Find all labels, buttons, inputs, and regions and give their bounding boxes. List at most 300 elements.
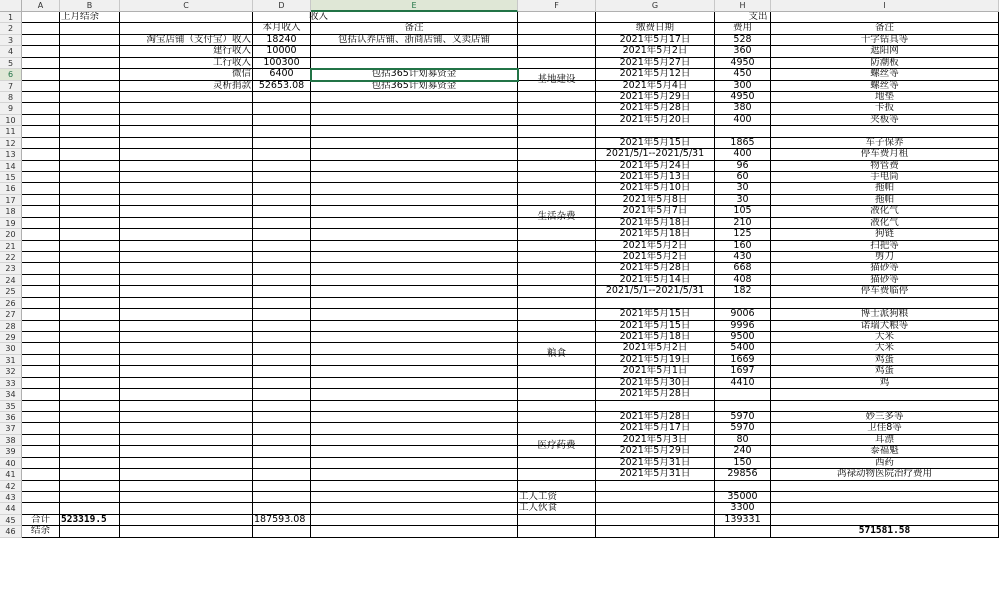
cell-b34[interactable] [60,389,120,400]
column-header-g[interactable]: G [596,0,715,12]
cell-a6[interactable] [22,69,60,80]
expense-date-20[interactable]: 2021年5月18日 [596,229,715,240]
cell-a33[interactable] [22,378,60,389]
cell-b33[interactable] [60,378,120,389]
cell-a31[interactable] [22,355,60,366]
row-header-1[interactable]: 1 [0,12,22,23]
expense-cost-31[interactable]: 1669 [715,355,771,366]
expense-date-10[interactable]: 2021年5月20日 [596,115,715,126]
expense-cost-25[interactable]: 182 [715,286,771,297]
expense-cost-15[interactable]: 60 [715,172,771,183]
row-header-7[interactable]: 7 [0,81,22,92]
row-header-41[interactable]: 41 [0,469,22,480]
expense-date-23[interactable]: 2021年5月28日 [596,263,715,274]
cell-e14[interactable] [311,161,518,172]
expense-note-9[interactable]: 卡扳 [771,103,999,114]
expense-note-18[interactable]: 液化气 [771,206,999,217]
cell-e39[interactable] [311,446,518,457]
header-payment-date[interactable]: 缴费日期 [596,23,715,34]
column-header-e[interactable]: E [311,0,518,12]
expense-cost-14[interactable]: 96 [715,161,771,172]
cell-f11[interactable] [518,126,596,137]
cell-h46[interactable] [715,526,771,537]
expense-date-17[interactable]: 2021年5月8日 [596,195,715,206]
cell-e15[interactable] [311,172,518,183]
cell-a26[interactable] [22,298,60,309]
expense-cost-27[interactable]: 9006 [715,309,771,320]
cell-b2[interactable] [60,23,120,34]
cell-d31[interactable] [253,355,311,366]
cell-a28[interactable] [22,321,60,332]
cell-e28[interactable] [311,321,518,332]
column-header-c[interactable]: C [120,0,253,12]
expense-date-39[interactable]: 2021年5月29日 [596,446,715,457]
header-monthly-income[interactable]: 本月收入 [253,23,311,34]
expense-category-3[interactable]: 医疗药费 [518,412,596,481]
column-header-i[interactable]: I [771,0,999,12]
cell-d35[interactable] [253,401,311,412]
cell-e27[interactable] [311,309,518,320]
expense-date-22[interactable]: 2021年5月2日 [596,252,715,263]
cell-c24[interactable] [120,275,253,286]
cell-c23[interactable] [120,263,253,274]
expense-cost-16[interactable]: 30 [715,183,771,194]
cell-a25[interactable] [22,286,60,297]
cell-d38[interactable] [253,435,311,446]
row-header-36[interactable]: 36 [0,412,22,423]
row-header-46[interactable]: 46 [0,526,22,537]
row-header-18[interactable]: 18 [0,206,22,217]
cell-b19[interactable] [60,218,120,229]
cell-a1[interactable] [22,12,60,23]
cell-e16[interactable] [311,183,518,194]
cell-b4[interactable] [60,46,120,57]
expense-note-12[interactable]: 车子保养 [771,138,999,149]
row-header-45[interactable]: 45 [0,515,22,526]
expense-category-0[interactable]: 基地建设 [518,35,596,126]
cell-c38[interactable] [120,435,253,446]
expense-cost-13[interactable]: 400 [715,149,771,160]
income-name-5[interactable]: 工行收入 [120,58,253,69]
cell-i26[interactable] [771,298,999,309]
cell-i45[interactable] [771,515,999,526]
expense-note-33[interactable]: 鸡 [771,378,999,389]
column-header-b[interactable]: B [60,0,120,12]
cell-a38[interactable] [22,435,60,446]
row-header-9[interactable]: 9 [0,103,22,114]
cell-d9[interactable] [253,103,311,114]
cell-f2[interactable] [518,23,596,34]
row-header-5[interactable]: 5 [0,58,22,69]
cell-d8[interactable] [253,92,311,103]
expense-note-37[interactable]: 卫佳8等 [771,423,999,434]
balance-label[interactable]: 结余 [22,526,60,537]
cell-c41[interactable] [120,469,253,480]
expense-note-6[interactable]: 螺丝等 [771,69,999,80]
cell-d25[interactable] [253,286,311,297]
expense-date-19[interactable]: 2021年5月18日 [596,218,715,229]
cell-e40[interactable] [311,458,518,469]
cell-a15[interactable] [22,172,60,183]
cell-d18[interactable] [253,206,311,217]
expense-note-38[interactable]: 耳漂 [771,435,999,446]
expense-cost-4[interactable]: 360 [715,46,771,57]
row-header-39[interactable]: 39 [0,446,22,457]
income-title[interactable]: 收入 [120,12,518,23]
cell-c35[interactable] [120,401,253,412]
expense-note-17[interactable]: 拖帕 [771,195,999,206]
row-header-30[interactable]: 30 [0,343,22,354]
row-header-15[interactable]: 15 [0,172,22,183]
row-header-4[interactable]: 4 [0,46,22,57]
row-header-27[interactable]: 27 [0,309,22,320]
cell-i43[interactable] [771,492,999,503]
cell-e29[interactable] [311,332,518,343]
expense-cost-5[interactable]: 4950 [715,58,771,69]
cell-b38[interactable] [60,435,120,446]
expense-cost-17[interactable]: 30 [715,195,771,206]
income-amount-7[interactable]: 52653.08 [253,81,311,92]
cell-a2[interactable] [22,23,60,34]
wage-cost-44[interactable]: 3300 [715,503,771,514]
cell-c39[interactable] [120,446,253,457]
cell-d22[interactable] [253,252,311,263]
cell-b40[interactable] [60,458,120,469]
cell-e9[interactable] [311,103,518,114]
cell-e46[interactable] [311,526,518,537]
cell-a23[interactable] [22,263,60,274]
cell-d13[interactable] [253,149,311,160]
cell-e30[interactable] [311,343,518,354]
cell-b46[interactable] [60,526,120,537]
cell-c8[interactable] [120,92,253,103]
row-header-37[interactable]: 37 [0,423,22,434]
cell-d14[interactable] [253,161,311,172]
cell-a11[interactable] [22,126,60,137]
expense-cost-32[interactable]: 1697 [715,366,771,377]
expense-date-32[interactable]: 2021年5月1日 [596,366,715,377]
cell-e36[interactable] [311,412,518,423]
row-header-31[interactable]: 31 [0,355,22,366]
cell-e24[interactable] [311,275,518,286]
expense-date-9[interactable]: 2021年5月28日 [596,103,715,114]
row-header-42[interactable]: 42 [0,481,22,492]
expense-date-13[interactable]: 2021/5/1--2021/5/31 [596,149,715,160]
expense-cost-30[interactable]: 5400 [715,343,771,354]
income-name-4[interactable]: 建行收入 [120,46,253,57]
cell-e18[interactable] [311,206,518,217]
income-note-6[interactable]: 包括365计划募资金 [311,69,518,80]
cell-c21[interactable] [120,241,253,252]
cell-b26[interactable] [60,298,120,309]
expense-note-41[interactable]: 鸿禄动物医院治疗费用 [771,469,999,480]
cell-h42[interactable] [715,481,771,492]
cell-b30[interactable] [60,343,120,354]
cell-b42[interactable] [60,481,120,492]
cell-f35[interactable] [518,401,596,412]
cell-d34[interactable] [253,389,311,400]
cell-c33[interactable] [120,378,253,389]
cell-b24[interactable] [60,275,120,286]
cell-e45[interactable] [311,515,518,526]
cell-c44[interactable] [120,503,253,514]
expense-note-3[interactable]: 十字钻具等 [771,35,999,46]
cell-a29[interactable] [22,332,60,343]
expense-cost-6[interactable]: 450 [715,69,771,80]
cell-e33[interactable] [311,378,518,389]
row-header-34[interactable]: 34 [0,389,22,400]
cell-b44[interactable] [60,503,120,514]
total-label[interactable]: 合计 [22,515,60,526]
income-name-7[interactable]: 灵析捐款 [120,81,253,92]
cell-b43[interactable] [60,492,120,503]
cell-c43[interactable] [120,492,253,503]
cell-g26[interactable] [596,298,715,309]
cell-d17[interactable] [253,195,311,206]
cell-a21[interactable] [22,241,60,252]
row-header-35[interactable]: 35 [0,401,22,412]
expense-date-31[interactable]: 2021年5月19日 [596,355,715,366]
cell-b18[interactable] [60,206,120,217]
cell-c42[interactable] [120,481,253,492]
cell-b35[interactable] [60,401,120,412]
cell-a35[interactable] [22,401,60,412]
cell-c22[interactable] [120,252,253,263]
row-header-16[interactable]: 16 [0,183,22,194]
cell-b7[interactable] [60,81,120,92]
expense-cost-3[interactable]: 528 [715,35,771,46]
income-note-3[interactable]: 包括认养店铺、浙商店铺、义卖店铺 [311,35,518,46]
cell-h35[interactable] [715,401,771,412]
cell-e26[interactable] [311,298,518,309]
cell-e12[interactable] [311,138,518,149]
cell-b10[interactable] [60,115,120,126]
income-name-3[interactable]: 淘宝店铺（支付宝）收入 [120,35,253,46]
cell-f45[interactable] [518,515,596,526]
cell-a44[interactable] [22,503,60,514]
cell-a39[interactable] [22,446,60,457]
cell-b15[interactable] [60,172,120,183]
column-header-f[interactable]: F [518,0,596,12]
cell-g46[interactable] [596,526,715,537]
expense-note-40[interactable]: 西药 [771,458,999,469]
expense-note-39[interactable]: 泰福魁 [771,446,999,457]
expense-note-23[interactable]: 猫砂等 [771,263,999,274]
cell-c45[interactable] [120,515,253,526]
cell-b41[interactable] [60,469,120,480]
cell-i35[interactable] [771,401,999,412]
cell-a32[interactable] [22,366,60,377]
income-note-7[interactable]: 包括365计划募资金 [311,81,518,92]
cell-a41[interactable] [22,469,60,480]
expense-cost-40[interactable]: 150 [715,458,771,469]
row-header-33[interactable]: 33 [0,378,22,389]
expense-note-28[interactable]: 诺瑞犬粮等 [771,321,999,332]
expense-date-28[interactable]: 2021年5月15日 [596,321,715,332]
cell-g42[interactable] [596,481,715,492]
column-header-a[interactable]: A [22,0,60,12]
cell-c16[interactable] [120,183,253,194]
cell-b22[interactable] [60,252,120,263]
row-header-20[interactable]: 20 [0,229,22,240]
cell-e11[interactable] [311,126,518,137]
expense-title[interactable]: 支出 [518,12,999,23]
cell-e10[interactable] [311,115,518,126]
cell-a36[interactable] [22,412,60,423]
expense-note-15[interactable]: 手电筒 [771,172,999,183]
total-expense[interactable]: 139331 [715,515,771,526]
expense-cost-39[interactable]: 240 [715,446,771,457]
cell-b8[interactable] [60,92,120,103]
expense-date-6[interactable]: 2021年5月12日 [596,69,715,80]
expense-date-41[interactable]: 2021年5月31日 [596,469,715,480]
expense-note-22[interactable]: 剪刀 [771,252,999,263]
cell-d32[interactable] [253,366,311,377]
row-header-3[interactable]: 3 [0,35,22,46]
cell-d24[interactable] [253,275,311,286]
cell-c40[interactable] [120,458,253,469]
total-income[interactable]: 187593.08 [253,515,311,526]
cell-f46[interactable] [518,526,596,537]
expense-note-25[interactable]: 停车费临停 [771,286,999,297]
cell-c20[interactable] [120,229,253,240]
cell-g45[interactable] [596,515,715,526]
cell-i42[interactable] [771,481,999,492]
cell-d39[interactable] [253,446,311,457]
expense-date-37[interactable]: 2021年5月17日 [596,423,715,434]
cell-a8[interactable] [22,92,60,103]
cell-d16[interactable] [253,183,311,194]
income-name-6[interactable]: 微信 [120,69,253,80]
cell-b9[interactable] [60,103,120,114]
header-expense-note[interactable]: 备注 [771,23,999,34]
row-header-2[interactable]: 2 [0,23,22,34]
expense-cost-19[interactable]: 210 [715,218,771,229]
cell-c26[interactable] [120,298,253,309]
cell-c14[interactable] [120,161,253,172]
cell-i44[interactable] [771,503,999,514]
expense-note-34[interactable] [771,389,999,400]
expense-cost-28[interactable]: 9996 [715,321,771,332]
cell-a40[interactable] [22,458,60,469]
row-header-22[interactable]: 22 [0,252,22,263]
expense-date-15[interactable]: 2021年5月13日 [596,172,715,183]
expense-cost-34[interactable] [715,389,771,400]
row-header-26[interactable]: 26 [0,298,22,309]
expense-cost-24[interactable]: 408 [715,275,771,286]
expense-cost-37[interactable]: 5970 [715,423,771,434]
wage-label-43[interactable]: 工人工资 [518,492,596,503]
cell-d26[interactable] [253,298,311,309]
cell-e41[interactable] [311,469,518,480]
header-income-note[interactable]: 备注 [311,23,518,34]
expense-date-4[interactable]: 2021年5月2日 [596,46,715,57]
expense-date-38[interactable]: 2021年5月3日 [596,435,715,446]
row-header-10[interactable]: 10 [0,115,22,126]
cell-d37[interactable] [253,423,311,434]
cell-c10[interactable] [120,115,253,126]
cell-e44[interactable] [311,503,518,514]
cell-e37[interactable] [311,423,518,434]
expense-date-8[interactable]: 2021年5月29日 [596,92,715,103]
cell-g11[interactable] [596,126,715,137]
cell-g44[interactable] [596,503,715,514]
cell-a42[interactable] [22,481,60,492]
cell-c2[interactable] [120,23,253,34]
cell-b16[interactable] [60,183,120,194]
expense-cost-18[interactable]: 105 [715,206,771,217]
cell-d27[interactable] [253,309,311,320]
cell-b5[interactable] [60,58,120,69]
cell-b37[interactable] [60,423,120,434]
cell-b17[interactable] [60,195,120,206]
cell-e21[interactable] [311,241,518,252]
expense-cost-29[interactable]: 9500 [715,332,771,343]
cell-e32[interactable] [311,366,518,377]
expense-note-32[interactable]: 鸡蛋 [771,366,999,377]
cell-c36[interactable] [120,412,253,423]
cell-h11[interactable] [715,126,771,137]
cell-a17[interactable] [22,195,60,206]
row-header-8[interactable]: 8 [0,92,22,103]
cell-d10[interactable] [253,115,311,126]
cell-a24[interactable] [22,275,60,286]
income-amount-5[interactable]: 100300 [253,58,311,69]
cell-c29[interactable] [120,332,253,343]
cell-a12[interactable] [22,138,60,149]
row-header-38[interactable]: 38 [0,435,22,446]
row-header-32[interactable]: 32 [0,366,22,377]
cell-a14[interactable] [22,161,60,172]
select-all-corner[interactable] [0,0,22,12]
cell-d29[interactable] [253,332,311,343]
cell-b20[interactable] [60,229,120,240]
expense-note-13[interactable]: 停车费月租 [771,149,999,160]
cell-c28[interactable] [120,321,253,332]
cell-d28[interactable] [253,321,311,332]
cell-c11[interactable] [120,126,253,137]
cell-b3[interactable] [60,35,120,46]
expense-date-16[interactable]: 2021年5月10日 [596,183,715,194]
cell-e43[interactable] [311,492,518,503]
cell-d30[interactable] [253,343,311,354]
cell-e25[interactable] [311,286,518,297]
cell-f26[interactable] [518,298,596,309]
expense-note-4[interactable]: 遮阳网 [771,46,999,57]
cell-b39[interactable] [60,446,120,457]
expense-cost-21[interactable]: 160 [715,241,771,252]
cell-e22[interactable] [311,252,518,263]
cell-c27[interactable] [120,309,253,320]
expense-date-18[interactable]: 2021年5月7日 [596,206,715,217]
expense-note-24[interactable]: 猫砂等 [771,275,999,286]
cell-a30[interactable] [22,343,60,354]
expense-date-5[interactable]: 2021年5月27日 [596,58,715,69]
expense-note-30[interactable]: 大米 [771,343,999,354]
expense-category-2[interactable]: 粮食 [518,309,596,400]
expense-note-31[interactable]: 鸡蛋 [771,355,999,366]
cell-d23[interactable] [253,263,311,274]
column-header-d[interactable]: D [253,0,311,12]
cell-d21[interactable] [253,241,311,252]
cell-c31[interactable] [120,355,253,366]
cell-c18[interactable] [120,206,253,217]
cell-b31[interactable] [60,355,120,366]
row-header-19[interactable]: 19 [0,218,22,229]
cell-a13[interactable] [22,149,60,160]
cell-a27[interactable] [22,309,60,320]
cell-c12[interactable] [120,138,253,149]
